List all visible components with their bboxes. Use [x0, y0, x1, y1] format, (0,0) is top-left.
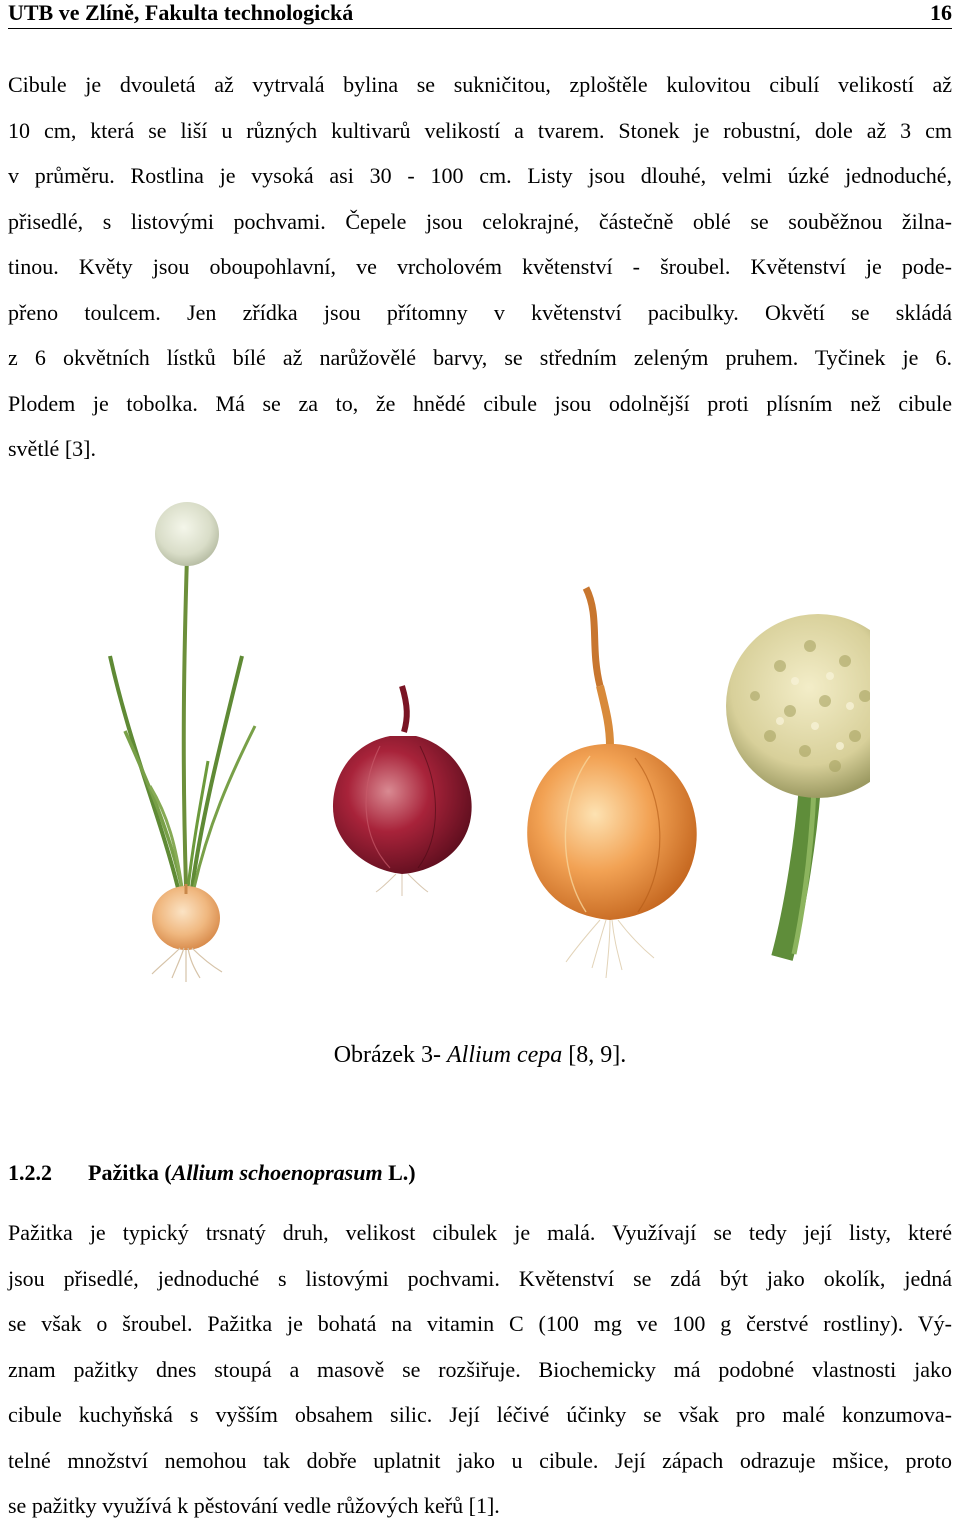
text-line: z 6 okvětních lístků bílé až narůžovělé barvy, se středním zeleným pruhem. Tyčinek je 6. — [8, 345, 952, 370]
text-line: cibule kuchyňská s vyšším obsahem silic. Její léčivé účinky se však pro malé konzumova- — [8, 1402, 952, 1427]
section-title-species: Allium schoenoprasum — [171, 1160, 383, 1185]
header-title: UTB ve Zlíně, Fakulta technologická — [8, 0, 354, 25]
section-number: 1.2.2 — [8, 1160, 52, 1185]
text-line: Cibule je dvouletá až vytrvalá bylina se sukničitou, zploštěle kulovitou cibulí velikostí až — [8, 72, 952, 97]
text-line: se však o šroubel. Pažitka je bohatá na vitamin C (100 mg ve 100 g čerstvé rostliny). Vý- — [8, 1311, 952, 1336]
text-line: jsou přisedlé, jednoduché s listovými pochvami. Květenství se zdá být jako okolík, jedná — [8, 1265, 952, 1291]
caption-prefix: Obrázek 3- — [333, 1042, 447, 1068]
text-line: se pažitky využívá k pěstování vedle růžových keřů [1]. — [8, 1493, 500, 1518]
section-title-suffix: L.) — [382, 1160, 416, 1185]
page-header — [8, 0, 952, 29]
page-number: 16 — [930, 0, 952, 25]
text-line: 10 cm, která se liší u různých kultivarů velikostí a tvarem. Stonek je robustní, dole až 3 cm — [8, 117, 952, 143]
caption-suffix: [8, 9]. — [562, 1042, 627, 1068]
text-line: přeno toulcem. Jen zřídka jsou přítomny v květenství pacibulky. Okvětí se skládá — [8, 299, 952, 325]
section-title-prefix: Pažitka ( — [88, 1160, 172, 1185]
text-line: tinou. Květy jsou oboupohlavní, ve vrcholovém květenství - šroubel. Květenství je pode- — [8, 254, 952, 279]
yellow-onion-drawing — [527, 588, 697, 978]
figure-caption — [0, 1040, 960, 1070]
text-line: v průměru. Rostlina je vysoká asi 30 - 100 cm. Listy jsou dlouhé, velmi úzké jednoduché, — [8, 163, 952, 188]
paragraph-chives-description — [8, 1210, 952, 1529]
text-line: světlé [3]. — [8, 436, 96, 461]
text-line: telné množství nemohou tak dobře uplatnit jako u cibule. Její zápach odrazuje mšice, proto — [8, 1447, 952, 1473]
onion-plant-drawing — [110, 502, 255, 982]
red-onion-drawing — [333, 686, 472, 896]
onion-flower-head-drawing — [726, 614, 870, 958]
text-line: přisedlé, s listovými pochvami. Čepele jsou celokrajné, částečně oblé se souběžnou žilna- — [8, 208, 952, 234]
text-line: Plodem je tobolka. Má se za to, že hnědé cibule jsou odolnější proti plísním než cibule — [8, 390, 952, 416]
section-heading — [8, 1158, 416, 1188]
caption-species: Allium cepa — [446, 1042, 563, 1068]
paragraph-onion-description — [8, 62, 952, 472]
text-line: Pažitka je typický trsnatý druh, velikost cibulek je malá. Využívají se tedy její listy, které — [8, 1220, 952, 1245]
onion-illustration — [90, 496, 870, 986]
text-line: znam pažitky dnes stoupá a masově se rozšiřuje. Biochemicky má podobné vlastnosti jako — [8, 1356, 952, 1382]
